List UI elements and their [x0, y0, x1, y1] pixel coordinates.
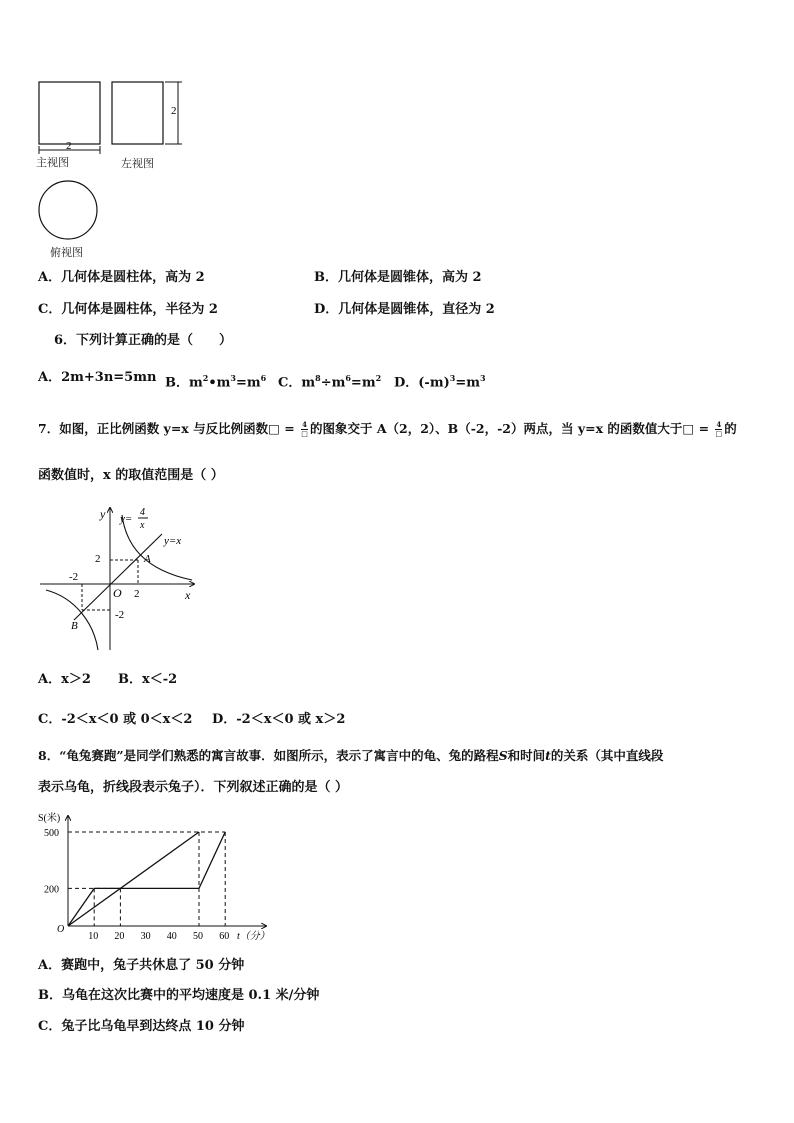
curve-label-den: x	[140, 520, 145, 531]
q6-stem: 6．下列计算正确的是（ ）	[54, 333, 233, 348]
point-a-label: A	[144, 553, 151, 565]
q5-option-d: D．几何体是圆锥体，直径为 2	[314, 302, 495, 317]
q5-option-b: B．几何体是圆锥体，高为 2	[314, 270, 482, 285]
q7-option-a: A．x＞2	[38, 672, 91, 687]
q7-option-d: D．-2＜x＜0 或 x＞2	[212, 712, 346, 727]
series-rabbit-line	[68, 832, 225, 926]
chart-origin: O	[57, 924, 65, 935]
tick-x-positive: 2	[134, 588, 140, 600]
q7-stem-line2: 函数值时，x 的取值范围是（ ）	[38, 468, 224, 483]
q6-option-d: D．$(-m)^3=m^3$	[394, 373, 486, 391]
left-view-label: 左视图	[121, 157, 154, 170]
left-view-square	[112, 82, 163, 144]
left-dim-label: 2	[171, 105, 177, 117]
tick-x-negative: -2	[69, 571, 79, 583]
x-axis-label: x	[185, 588, 191, 602]
line-label: y=x	[164, 535, 182, 547]
tick-y-negative: -2	[115, 609, 125, 621]
race-chart	[34, 808, 274, 948]
y-tick-500: 500	[44, 828, 59, 839]
q7-function-graph	[36, 500, 206, 652]
q8-stem-line2: 表示乌龟，折线段表示兔子）．下列叙述正确的是（ ）	[38, 780, 349, 795]
q6-option-c: C．$m^8\div m^6=m^2$	[278, 373, 382, 391]
x-tick-40: 40	[166, 931, 177, 942]
q8-option-c: C．兔子比乌龟早到达终点 10 分钟	[38, 1019, 245, 1034]
y-axis-label: y	[100, 507, 106, 521]
q8-option-a: A．赛跑中，兔子共休息了 50 分钟	[38, 958, 245, 973]
origin-label: O	[113, 586, 122, 600]
x-tick-10: 10	[88, 931, 99, 942]
curve-label-num: 4	[140, 507, 145, 518]
front-view-label: 主视图	[36, 156, 69, 169]
front-view-square	[39, 82, 100, 144]
chart-xlabel: t（分）	[237, 931, 270, 942]
series-tortoise-line	[68, 832, 199, 926]
q5-option-c: C．几何体是圆柱体，半径为 2	[38, 302, 218, 317]
top-view-label: 俯视图	[50, 246, 83, 259]
line-y-equals-x	[74, 534, 162, 620]
x-tick-30: 30	[140, 931, 151, 942]
chart-ylabel: S(米)	[38, 813, 61, 824]
y-tick-200: 200	[44, 884, 59, 896]
x-tick-50: 50	[193, 931, 203, 942]
q6-option-b: B．$m^2•m^3=m^6$	[165, 373, 267, 391]
q7-option-b: B．x＜-2	[118, 672, 178, 687]
q8-option-b: B．乌龟在这次比赛中的平均速度是 0.1 米/分钟	[38, 988, 320, 1003]
q8-stem-line1: 8．“龟兔赛跑”是同学们熟悉的寓言故事．如图所示，表示了寓言中的龟、兔的路程S和时间t的关系（其中直线段	[38, 748, 664, 763]
hyperbola-branch-q1	[122, 515, 192, 580]
q7-stem-line1: 7．如图，正比例函数 y=x 与反比例函数□ = $\frac{4}{□}$ 的图象交于 A（2，2）、B（-2，-2）两点，当 y=x 的函数值大于□ = $\frac{4}{□}$ 的	[38, 420, 737, 438]
x-tick-60: 60	[219, 931, 230, 942]
q7-option-c: C．-2＜x＜0 或 0＜x＜2	[38, 712, 193, 727]
three-views-figure	[30, 76, 200, 266]
point-b-label: B	[71, 620, 78, 632]
top-view-circle	[39, 181, 97, 239]
tick-y-positive: 2	[95, 553, 101, 565]
q5-option-a: A．几何体是圆柱体，高为 2	[38, 270, 205, 285]
front-dim-label: 2	[66, 140, 72, 152]
curve-label-prefix: y=	[120, 513, 133, 525]
q6-option-a: A．2m+3n=5mn	[38, 370, 157, 385]
x-tick-20: 20	[114, 931, 125, 942]
